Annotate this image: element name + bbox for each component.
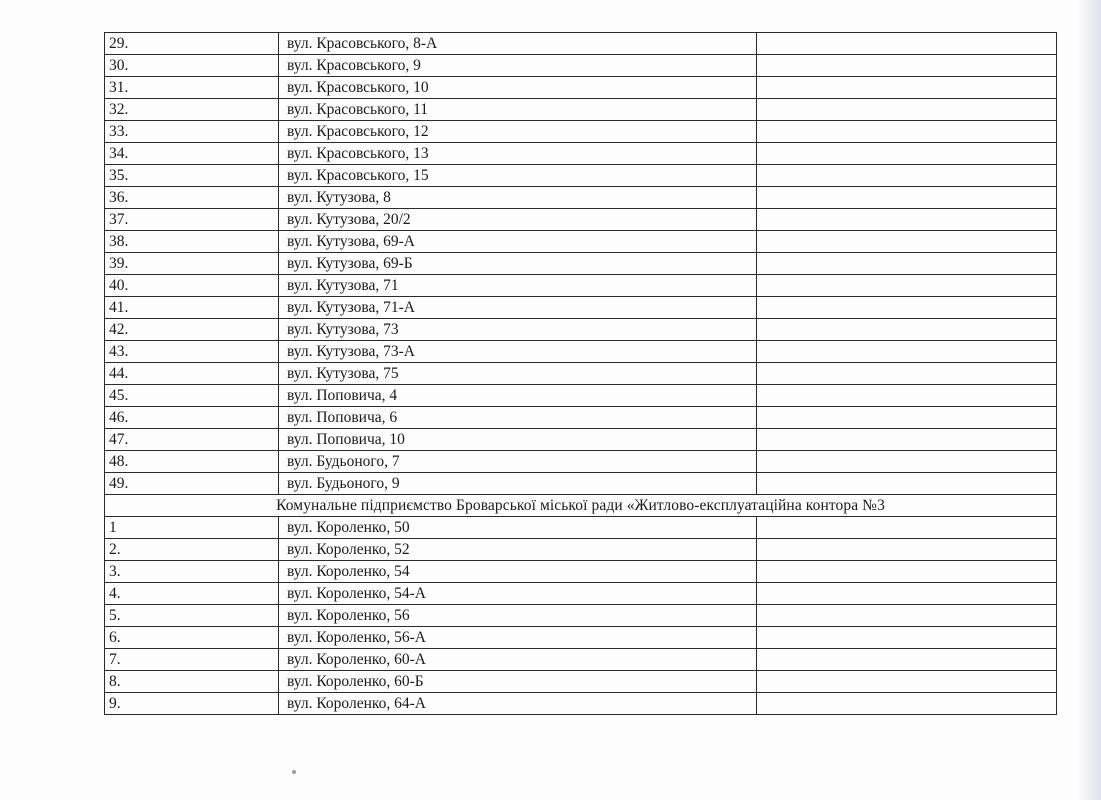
- row-address: вул. Короленко, 64-А: [279, 693, 757, 715]
- row-note: [757, 385, 1057, 407]
- row-number: 8.: [105, 671, 279, 693]
- row-address: вул. Поповича, 4: [279, 385, 757, 407]
- row-number: 32.: [105, 99, 279, 121]
- row-address: вул. Короленко, 54-А: [279, 583, 757, 605]
- row-note: [757, 473, 1057, 495]
- row-number: 39.: [105, 253, 279, 275]
- row-note: [757, 121, 1057, 143]
- row-number: 29.: [105, 33, 279, 55]
- section-title: Комунальне підприємство Броварської міської ради «Житлово-експлуатаційна контора №3: [105, 495, 1057, 517]
- row-note: [757, 187, 1057, 209]
- row-number: 30.: [105, 55, 279, 77]
- row-address: вул. Красовського, 11: [279, 99, 757, 121]
- table-row: [105, 605, 1057, 627]
- row-address: вул. Короленко, 56-А: [279, 627, 757, 649]
- table-row: [105, 517, 1057, 539]
- row-note: [757, 693, 1057, 715]
- table-row: [105, 693, 1057, 715]
- table-row: [105, 143, 1057, 165]
- row-note: [757, 77, 1057, 99]
- row-number: 36.: [105, 187, 279, 209]
- row-note: [757, 209, 1057, 231]
- table-row: [105, 253, 1057, 275]
- row-note: [757, 649, 1057, 671]
- table-row: [105, 55, 1057, 77]
- row-note: [757, 231, 1057, 253]
- table-row: [105, 561, 1057, 583]
- row-note: [757, 627, 1057, 649]
- row-address: вул. Короленко, 52: [279, 539, 757, 561]
- table-row: [105, 627, 1057, 649]
- row-address: вул. Поповича, 10: [279, 429, 757, 451]
- table-row: [105, 121, 1057, 143]
- table-row: [105, 297, 1057, 319]
- row-note: [757, 165, 1057, 187]
- row-address: вул. Короленко, 54: [279, 561, 757, 583]
- row-number: 44.: [105, 363, 279, 385]
- row-address: вул. Кутузова, 73: [279, 319, 757, 341]
- row-number: 33.: [105, 121, 279, 143]
- row-number: 1: [105, 517, 279, 539]
- row-note: [757, 33, 1057, 55]
- row-note: [757, 671, 1057, 693]
- row-address: вул. Будьоного, 9: [279, 473, 757, 495]
- row-note: [757, 451, 1057, 473]
- address-table: [104, 32, 1057, 715]
- row-address: вул. Красовського, 12: [279, 121, 757, 143]
- row-number: 34.: [105, 143, 279, 165]
- row-note: [757, 319, 1057, 341]
- row-number: 42.: [105, 319, 279, 341]
- row-number: 9.: [105, 693, 279, 715]
- table-row: [105, 473, 1057, 495]
- row-number: 2.: [105, 539, 279, 561]
- row-note: [757, 407, 1057, 429]
- row-number: 4.: [105, 583, 279, 605]
- row-address: вул. Короленко, 60-Б: [279, 671, 757, 693]
- row-address: вул. Кутузова, 69-А: [279, 231, 757, 253]
- row-number: 37.: [105, 209, 279, 231]
- row-note: [757, 363, 1057, 385]
- row-address: вул. Красовського, 8-А: [279, 33, 757, 55]
- row-address: вул. Кутузова, 69-Б: [279, 253, 757, 275]
- row-note: [757, 253, 1057, 275]
- row-number: 46.: [105, 407, 279, 429]
- row-address: вул. Кутузова, 71: [279, 275, 757, 297]
- table-row: [105, 77, 1057, 99]
- row-number: 41.: [105, 297, 279, 319]
- row-note: [757, 55, 1057, 77]
- table-row: [105, 165, 1057, 187]
- row-note: [757, 561, 1057, 583]
- row-number: 47.: [105, 429, 279, 451]
- row-address: вул. Короленко, 56: [279, 605, 757, 627]
- table-row: [105, 187, 1057, 209]
- row-address: вул. Поповича, 6: [279, 407, 757, 429]
- row-address: вул. Короленко, 60-А: [279, 649, 757, 671]
- row-number: 6.: [105, 627, 279, 649]
- row-address: вул. Кутузова, 71-А: [279, 297, 757, 319]
- row-note: [757, 143, 1057, 165]
- row-address: вул. Будьоного, 7: [279, 451, 757, 473]
- row-number: 3.: [105, 561, 279, 583]
- address-table-body: [105, 33, 1057, 715]
- row-address: вул. Короленко, 50: [279, 517, 757, 539]
- row-number: 38.: [105, 231, 279, 253]
- row-note: [757, 429, 1057, 451]
- row-note: [757, 539, 1057, 561]
- row-address: вул. Кутузова, 73-А: [279, 341, 757, 363]
- table-row: [105, 231, 1057, 253]
- row-address: вул. Кутузова, 75: [279, 363, 757, 385]
- row-number: 35.: [105, 165, 279, 187]
- row-note: [757, 517, 1057, 539]
- row-number: 49.: [105, 473, 279, 495]
- table-row: [105, 539, 1057, 561]
- row-note: [757, 297, 1057, 319]
- table-row: [105, 451, 1057, 473]
- row-number: 43.: [105, 341, 279, 363]
- table-row: [105, 671, 1057, 693]
- table-row: [105, 209, 1057, 231]
- table-row: [105, 407, 1057, 429]
- table-row: [105, 275, 1057, 297]
- row-address: вул. Красовського, 13: [279, 143, 757, 165]
- table-row: [105, 429, 1057, 451]
- scan-speck: [292, 770, 296, 774]
- section-header-row: [105, 495, 1057, 517]
- row-number: 31.: [105, 77, 279, 99]
- row-note: [757, 583, 1057, 605]
- table-row: [105, 583, 1057, 605]
- table-row: [105, 341, 1057, 363]
- row-note: [757, 99, 1057, 121]
- row-note: [757, 341, 1057, 363]
- scan-edge-shadow: [1077, 0, 1101, 800]
- row-number: 7.: [105, 649, 279, 671]
- table-row: [105, 319, 1057, 341]
- row-address: вул. Красовського, 9: [279, 55, 757, 77]
- row-number: 48.: [105, 451, 279, 473]
- table-row: [105, 363, 1057, 385]
- row-number: 5.: [105, 605, 279, 627]
- table-row: [105, 99, 1057, 121]
- row-address: вул. Кутузова, 20/2: [279, 209, 757, 231]
- row-note: [757, 275, 1057, 297]
- table-row: [105, 33, 1057, 55]
- row-note: [757, 605, 1057, 627]
- row-address: вул. Красовського, 10: [279, 77, 757, 99]
- table-row: [105, 385, 1057, 407]
- row-address: вул. Красовського, 15: [279, 165, 757, 187]
- row-number: 40.: [105, 275, 279, 297]
- row-address: вул. Кутузова, 8: [279, 187, 757, 209]
- table-row: [105, 649, 1057, 671]
- row-number: 45.: [105, 385, 279, 407]
